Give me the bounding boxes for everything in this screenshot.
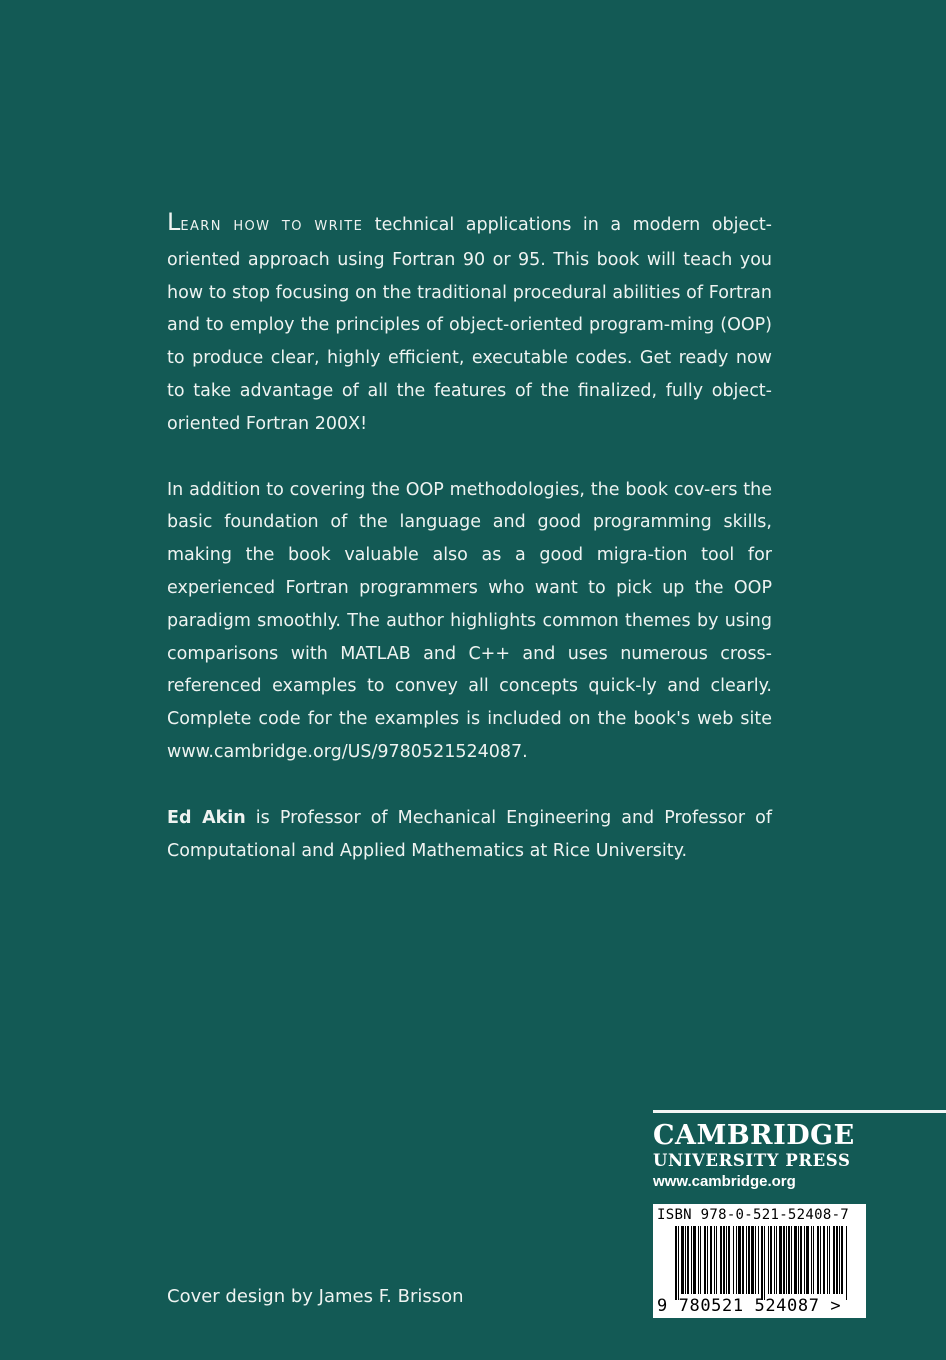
barcode-bar — [776, 1226, 777, 1294]
barcode-bar — [794, 1226, 797, 1294]
barcode-bar — [820, 1226, 821, 1294]
barcode-bar — [720, 1226, 722, 1294]
publisher-logo — [653, 1110, 946, 1193]
lead-small-caps: EARN HOW TO WRITE — [180, 219, 364, 234]
barcode-bar — [704, 1226, 706, 1294]
lead-capital: L — [167, 208, 181, 236]
back-cover-blurb — [167, 206, 772, 900]
barcode-bar — [836, 1226, 838, 1294]
barcode-bar — [813, 1226, 814, 1294]
barcode-bar — [691, 1226, 692, 1294]
cover-design-credit: Cover design by James F. Brisson — [167, 1286, 464, 1307]
barcode-bar — [738, 1226, 741, 1294]
barcode-bar — [804, 1226, 805, 1294]
barcode-bar — [698, 1226, 699, 1294]
barcode-bar — [827, 1226, 828, 1294]
barcode-bar — [710, 1226, 712, 1294]
barcode-bar — [678, 1226, 679, 1300]
blurb-paragraph-2 — [167, 474, 772, 769]
barcode-bar — [764, 1226, 765, 1300]
barcode-bar — [798, 1226, 799, 1294]
barcode-bar — [707, 1226, 708, 1294]
barcode-bar — [823, 1226, 825, 1294]
barcode-bar — [768, 1226, 769, 1294]
author-bio-text: is Professor of Mechanical Engineering and Professor of Computational and Applied Mathematics at Rice University. — [167, 807, 772, 861]
barcode-bar — [791, 1226, 792, 1294]
barcode-bar — [839, 1226, 840, 1294]
barcode-bar — [687, 1226, 689, 1294]
publisher-url: www.cambridge.org — [653, 1173, 796, 1190]
barcode-bar — [774, 1226, 775, 1294]
barcode-bar — [783, 1226, 785, 1294]
barcode-bar — [728, 1226, 730, 1294]
barcode-bar — [746, 1226, 747, 1294]
barcode-bar — [675, 1226, 677, 1300]
author-bio — [167, 802, 772, 868]
author-name: Ed Akin — [167, 807, 246, 828]
barcode-bar — [723, 1226, 725, 1294]
publisher-subtitle: UNIVERSITY PRESS — [653, 1151, 851, 1170]
barcode-bar — [758, 1226, 759, 1294]
barcode-bar — [788, 1226, 790, 1294]
barcode-bar — [786, 1226, 787, 1294]
barcode-bar — [733, 1226, 734, 1294]
barcode-bar — [726, 1226, 727, 1294]
paragraph-2-text: In addition to covering the OOP methodologies, the book cov-ers the basic foundation of the language and good programming skills, making the book valuable also as a good migra-tion tool for experienced Fortran programmers who want to pick up the OOP paradigm smoothly. The author highlights common themes by using comparisons with MATLAB and C++ and uses numerous cross-referenced examples to convey all concepts quick-ly and clearly. Complete code for the examples is included on the book's web site www.cambridge.org/US/9780521524087. — [167, 479, 772, 762]
barcode-bar — [751, 1226, 754, 1294]
barcode-bar — [817, 1226, 819, 1294]
isbn-barcode — [653, 1204, 866, 1318]
publisher-name: CAMBRIDGE — [653, 1120, 855, 1151]
barcode-bar — [685, 1226, 686, 1294]
barcode-bar — [748, 1226, 750, 1294]
barcode-bar — [800, 1226, 802, 1294]
barcode-bar — [742, 1226, 744, 1294]
barcode-bar — [693, 1226, 696, 1294]
barcode-bar — [833, 1226, 835, 1294]
barcode-bar — [761, 1226, 763, 1300]
barcode-bar — [700, 1226, 701, 1294]
barcode-bar — [811, 1226, 812, 1294]
barcode-bar — [681, 1226, 684, 1294]
ean-digits: 9 780521 524087 > — [657, 1296, 842, 1316]
blurb-paragraph-1 — [167, 206, 772, 441]
barcode-bar — [841, 1226, 843, 1294]
barcode-bar — [716, 1226, 717, 1294]
paragraph-1-text: technical applications in a modern object-oriented approach using Fortran 90 or 95. This book will teach you how to stop focusing on the traditional procedural abilities of Fortran and to employ the principles of object-oriented program-ming (OOP) to produce clear, highly efficient, executable codes. Get ready now to take advantage of all the features of the finalized, fully object-oriented Fortran 200X! — [167, 215, 772, 434]
barcode-bar — [755, 1226, 756, 1294]
barcode-bar — [770, 1226, 772, 1294]
barcode-bar — [736, 1226, 737, 1294]
barcode-bar — [829, 1226, 830, 1294]
barcode-bar — [806, 1226, 809, 1294]
barcode-bar — [779, 1226, 782, 1294]
isbn-number: ISBN 978-0-521-52408-7 — [657, 1207, 850, 1223]
barcode-bar — [846, 1226, 847, 1300]
barcode-bar — [714, 1226, 715, 1294]
